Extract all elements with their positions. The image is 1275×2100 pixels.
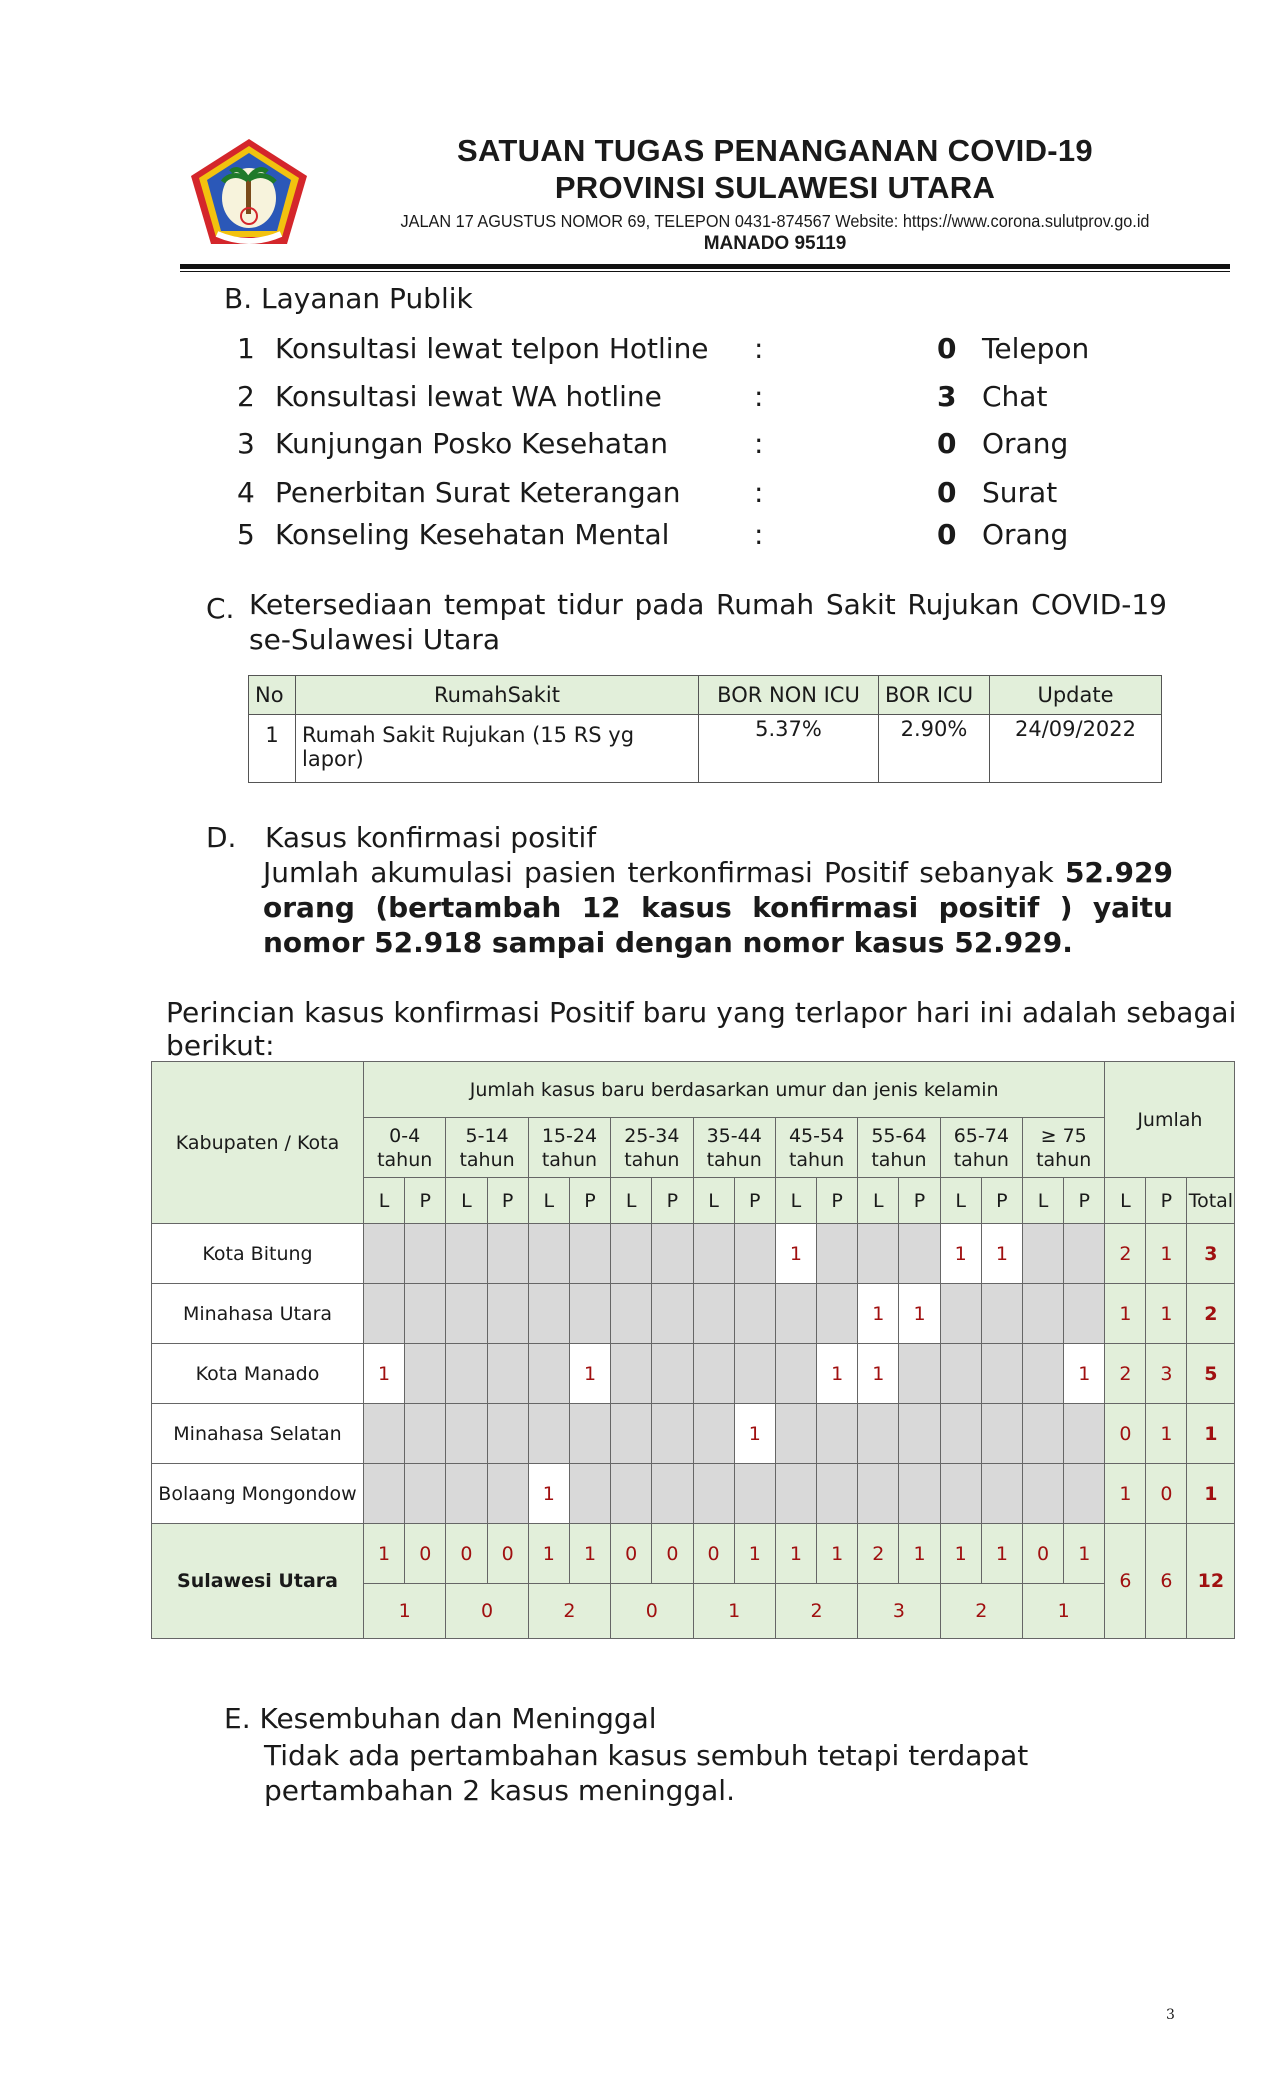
summary-age-total: 1 xyxy=(1023,1584,1105,1639)
letterhead-title: SATUAN TUGAS PENANGANAN COVID-19 xyxy=(457,133,1093,168)
age-unit-label: tahun xyxy=(706,1148,762,1171)
case-cell xyxy=(611,1464,652,1524)
case-cell xyxy=(611,1344,652,1404)
case-cell xyxy=(981,1404,1022,1464)
summary-cell: 1 xyxy=(899,1524,940,1584)
service-no: 1 xyxy=(237,332,255,365)
bed-header-bor-icu: BOR ICU xyxy=(879,676,990,715)
age-unit-label: tahun xyxy=(377,1148,433,1171)
service-row xyxy=(237,380,1137,420)
case-cell xyxy=(364,1284,405,1344)
case-cell xyxy=(569,1284,610,1344)
case-cell xyxy=(487,1404,528,1464)
service-label: Konsultasi lewat WA hotline xyxy=(275,380,662,413)
case-cell: 1 xyxy=(899,1284,940,1344)
bed-cell-update: 24/09/2022 xyxy=(990,715,1162,783)
age-range-header xyxy=(611,1118,693,1178)
bed-header-no: No xyxy=(249,676,296,715)
service-value: 3 xyxy=(937,380,957,413)
summary-age-total: 1 xyxy=(364,1584,446,1639)
case-cell xyxy=(446,1224,487,1284)
age-range-label: ≥ 75 xyxy=(1040,1124,1087,1147)
age-range-label: 55-64 xyxy=(871,1124,927,1147)
case-cell xyxy=(652,1464,693,1524)
row-total-male: 1 xyxy=(1105,1284,1146,1344)
case-cell xyxy=(405,1344,446,1404)
case-cell: 1 xyxy=(858,1344,899,1404)
case-cell xyxy=(487,1224,528,1284)
age-range-label: 15-24 xyxy=(541,1124,598,1147)
summary-age-total: 3 xyxy=(858,1584,940,1639)
case-cell xyxy=(981,1284,1022,1344)
total-female-header: P xyxy=(1146,1178,1187,1224)
service-colon: : xyxy=(754,518,764,551)
case-cell xyxy=(940,1344,981,1404)
female-header: P xyxy=(405,1178,446,1224)
case-cell: 1 xyxy=(817,1344,858,1404)
case-cell xyxy=(1023,1224,1064,1284)
case-cell xyxy=(652,1224,693,1284)
age-group-header: Jumlah kasus baru berdasarkan umur dan jenis kelamin xyxy=(364,1062,1105,1118)
age-unit-label: tahun xyxy=(541,1148,598,1171)
case-cell xyxy=(734,1464,775,1524)
service-label: Konsultasi lewat telpon Hotline xyxy=(275,332,709,365)
service-row xyxy=(237,518,1137,558)
case-cell xyxy=(528,1344,569,1404)
service-label: Kunjungan Posko Kesehatan xyxy=(275,427,668,460)
case-cell xyxy=(1023,1344,1064,1404)
summary-row xyxy=(152,1524,1235,1584)
summary-cell: 1 xyxy=(817,1524,858,1584)
row-grand-total: 1 xyxy=(1187,1404,1235,1464)
letterhead-subtitle: PROVINSI SULAWESI UTARA xyxy=(554,170,996,205)
age-range-label: 35-44 xyxy=(706,1124,762,1147)
case-cell xyxy=(569,1404,610,1464)
case-cell xyxy=(817,1284,858,1344)
summary-age-total: 2 xyxy=(775,1584,857,1639)
region-row xyxy=(152,1404,1235,1464)
section-c-heading: Ketersediaan tempat tidur pada Rumah Sakit Rujukan COVID-19 se-Sulawesi Utara xyxy=(249,588,1167,656)
case-cell xyxy=(1064,1404,1105,1464)
male-header: L xyxy=(528,1178,569,1224)
case-cell xyxy=(364,1404,405,1464)
case-cell: 1 xyxy=(569,1344,610,1404)
case-cell xyxy=(528,1284,569,1344)
section-d-body-plain: Jumlah akumulasi pasien terkonfirmasi Positif sebanyak xyxy=(263,856,1065,889)
section-e-heading: E. Kesembuhan dan Meninggal xyxy=(224,1702,657,1735)
case-cell xyxy=(693,1224,734,1284)
page-number: 3 xyxy=(1166,2007,1175,2023)
case-cell xyxy=(569,1464,610,1524)
male-header: L xyxy=(446,1178,487,1224)
summary-cell: 0 xyxy=(446,1524,487,1584)
service-unit: Chat xyxy=(982,380,1048,413)
case-cell xyxy=(817,1224,858,1284)
row-total-female: 1 xyxy=(1146,1284,1187,1344)
case-cell: 1 xyxy=(858,1284,899,1344)
age-unit-label: tahun xyxy=(788,1148,845,1171)
case-cell xyxy=(858,1224,899,1284)
case-cell xyxy=(858,1464,899,1524)
service-unit: Telepon xyxy=(982,332,1090,365)
male-header: L xyxy=(940,1178,981,1224)
row-total-male: 1 xyxy=(1105,1464,1146,1524)
male-header: L xyxy=(693,1178,734,1224)
summary-age-total: 2 xyxy=(528,1584,610,1639)
service-colon: : xyxy=(754,332,764,365)
case-cell xyxy=(775,1404,816,1464)
bed-cell-bor-non-icu: 5.37% xyxy=(699,715,879,783)
case-cell xyxy=(569,1224,610,1284)
case-cell xyxy=(1023,1404,1064,1464)
section-e-body: Tidak ada pertambahan kasus sembuh tetapi terdapat pertambahan 2 kasus meninggal. xyxy=(264,1739,1029,1807)
row-total-male: 2 xyxy=(1105,1344,1146,1404)
age-range-header xyxy=(693,1118,775,1178)
case-cell xyxy=(487,1344,528,1404)
summary-cell: 0 xyxy=(652,1524,693,1584)
case-cell xyxy=(446,1404,487,1464)
case-cell xyxy=(405,1224,446,1284)
service-unit: Orang xyxy=(982,518,1069,551)
service-no: 2 xyxy=(237,380,255,413)
case-cell xyxy=(775,1284,816,1344)
row-grand-total: 2 xyxy=(1187,1284,1235,1344)
female-header: P xyxy=(487,1178,528,1224)
female-header: P xyxy=(1064,1178,1105,1224)
age-range-header xyxy=(364,1118,446,1178)
letterhead xyxy=(320,132,1230,256)
age-unit-label: tahun xyxy=(1036,1148,1092,1171)
male-header: L xyxy=(775,1178,816,1224)
service-no: 4 xyxy=(237,476,255,509)
summary-cell: 0 xyxy=(405,1524,446,1584)
header-rule xyxy=(180,264,1230,269)
case-cell xyxy=(528,1224,569,1284)
service-value: 0 xyxy=(937,427,957,460)
case-cell xyxy=(775,1464,816,1524)
female-header: P xyxy=(981,1178,1022,1224)
summary-cell: 1 xyxy=(528,1524,569,1584)
case-cell xyxy=(1023,1464,1064,1524)
age-unit-label: tahun xyxy=(624,1148,680,1171)
region-name: Minahasa Selatan xyxy=(152,1404,364,1464)
summary-cell: 1 xyxy=(775,1524,816,1584)
region-row xyxy=(152,1224,1235,1284)
service-row xyxy=(237,476,1137,516)
section-d-body-bold: 52.929 orang (bertambah 12 kasus konfirmasi positif ) yaitu nomor 52.918 sampai dengan nomor kasus 52.929. xyxy=(263,856,1173,959)
case-cell xyxy=(405,1404,446,1464)
service-row xyxy=(237,427,1137,467)
age-range-header xyxy=(775,1118,857,1178)
region-name: Kota Manado xyxy=(152,1344,364,1404)
summary-age-total: 0 xyxy=(611,1584,693,1639)
row-total-male: 0 xyxy=(1105,1404,1146,1464)
case-cell xyxy=(899,1404,940,1464)
case-cell xyxy=(693,1464,734,1524)
case-cell xyxy=(652,1284,693,1344)
case-cell xyxy=(981,1344,1022,1404)
case-cell: 1 xyxy=(1064,1344,1105,1404)
case-cell xyxy=(734,1344,775,1404)
row-grand-total: 3 xyxy=(1187,1224,1235,1284)
summary-total-female: 6 xyxy=(1146,1524,1187,1639)
cases-header-row xyxy=(152,1062,1235,1118)
summary-cell: 1 xyxy=(734,1524,775,1584)
case-cell xyxy=(940,1404,981,1464)
case-cell xyxy=(775,1344,816,1404)
service-row xyxy=(237,332,1137,372)
age-range-header xyxy=(528,1118,610,1178)
case-cell xyxy=(940,1464,981,1524)
region-row xyxy=(152,1284,1235,1344)
case-cell xyxy=(405,1284,446,1344)
case-cell xyxy=(446,1284,487,1344)
age-range-label: 45-54 xyxy=(788,1124,845,1147)
section-d-body xyxy=(263,855,1173,960)
age-range-label: 0-4 xyxy=(389,1124,421,1147)
age-range-label: 65-74 xyxy=(953,1124,1009,1147)
summary-total-male: 6 xyxy=(1105,1524,1146,1639)
bed-availability-table xyxy=(248,675,1162,783)
row-grand-total: 5 xyxy=(1187,1344,1235,1404)
case-cell: 1 xyxy=(940,1224,981,1284)
service-label: Penerbitan Surat Keterangan xyxy=(275,476,681,509)
summary-cell: 1 xyxy=(569,1524,610,1584)
case-cell xyxy=(364,1464,405,1524)
letterhead-city: MANADO 95119 xyxy=(703,233,847,254)
female-header: P xyxy=(734,1178,775,1224)
service-label: Konseling Kesehatan Mental xyxy=(275,518,670,551)
summary-age-total: 1 xyxy=(693,1584,775,1639)
case-cell xyxy=(611,1284,652,1344)
grand-total-header: Total xyxy=(1187,1178,1235,1224)
case-breakdown-intro: Perincian kasus konfirmasi Positif baru yang terlapor hari ini adalah sebagai berikut: xyxy=(166,996,1237,1062)
summary-cell: 1 xyxy=(1064,1524,1105,1584)
case-cell xyxy=(981,1464,1022,1524)
case-cell xyxy=(446,1464,487,1524)
section-c-letter: C. xyxy=(206,592,235,625)
case-cell xyxy=(1064,1284,1105,1344)
age-range-header xyxy=(940,1118,1022,1178)
case-cell: 1 xyxy=(981,1224,1022,1284)
female-header: P xyxy=(817,1178,858,1224)
bed-cell-no: 1 xyxy=(249,715,296,783)
case-cell xyxy=(899,1464,940,1524)
service-unit: Orang xyxy=(982,427,1069,460)
case-cell: 1 xyxy=(364,1344,405,1404)
case-cell xyxy=(899,1224,940,1284)
region-row xyxy=(152,1344,1235,1404)
female-header: P xyxy=(899,1178,940,1224)
service-colon: : xyxy=(754,380,764,413)
row-total-female: 1 xyxy=(1146,1224,1187,1284)
age-range-header xyxy=(446,1118,528,1178)
male-header: L xyxy=(858,1178,899,1224)
summary-cell: 0 xyxy=(693,1524,734,1584)
row-grand-total: 1 xyxy=(1187,1464,1235,1524)
age-unit-label: tahun xyxy=(953,1148,1009,1171)
region-name: Kota Bitung xyxy=(152,1224,364,1284)
age-range-header xyxy=(858,1118,940,1178)
case-cell xyxy=(734,1224,775,1284)
case-cell xyxy=(487,1464,528,1524)
case-cell xyxy=(1023,1284,1064,1344)
service-value: 0 xyxy=(937,518,957,551)
female-header: P xyxy=(652,1178,693,1224)
case-cell: 1 xyxy=(734,1404,775,1464)
summary-cell: 1 xyxy=(940,1524,981,1584)
male-header: L xyxy=(611,1178,652,1224)
case-cell xyxy=(693,1284,734,1344)
summary-age-total: 2 xyxy=(940,1584,1022,1639)
case-cell xyxy=(1064,1224,1105,1284)
region-name: Minahasa Utara xyxy=(152,1284,364,1344)
bed-header-bor-non-icu: BOR NON ICU xyxy=(699,676,879,715)
case-cell xyxy=(899,1344,940,1404)
summary-grand-total: 12 xyxy=(1187,1524,1235,1639)
case-cell xyxy=(528,1404,569,1464)
case-cell xyxy=(817,1404,858,1464)
age-unit-label: tahun xyxy=(871,1148,927,1171)
bed-header-update: Update xyxy=(990,676,1162,715)
row-total-female: 1 xyxy=(1146,1404,1187,1464)
bed-cell-bor-icu: 2.90% xyxy=(879,715,990,783)
case-cell xyxy=(405,1464,446,1524)
summary-cell: 0 xyxy=(487,1524,528,1584)
region-name: Bolaang Mongondow xyxy=(152,1464,364,1524)
male-header: L xyxy=(364,1178,405,1224)
case-cell xyxy=(1064,1464,1105,1524)
male-header: L xyxy=(1023,1178,1064,1224)
section-b-heading: B. Layanan Publik xyxy=(224,282,473,315)
case-cell xyxy=(817,1464,858,1524)
bed-cell-hospital: Rumah Sakit Rujukan (15 RS yg lapor) xyxy=(296,715,699,783)
case-cell xyxy=(611,1224,652,1284)
letterhead-address: JALAN 17 AGUSTUS NOMOR 69, TELEPON 0431-874567 Website: https://www.corona.sulutprov.go.id xyxy=(400,211,1150,231)
section-d-letter: D. xyxy=(206,821,237,854)
summary-age-total: 0 xyxy=(446,1584,528,1639)
new-cases-table xyxy=(151,1061,1235,1639)
age-range-header xyxy=(1023,1118,1105,1178)
case-cell xyxy=(652,1404,693,1464)
age-range-label: 5-14 xyxy=(465,1124,509,1147)
service-colon: : xyxy=(754,427,764,460)
region-row xyxy=(152,1464,1235,1524)
summary-cell: 0 xyxy=(611,1524,652,1584)
case-cell: 1 xyxy=(528,1464,569,1524)
summary-cell: 2 xyxy=(858,1524,899,1584)
case-cell xyxy=(734,1284,775,1344)
case-cell xyxy=(940,1284,981,1344)
age-range-label: 25-34 xyxy=(624,1124,680,1147)
section-d-heading: Kasus konfirmasi positif xyxy=(265,821,597,854)
age-unit-label: tahun xyxy=(459,1148,515,1171)
case-cell xyxy=(364,1224,405,1284)
case-cell xyxy=(652,1344,693,1404)
summary-name: Sulawesi Utara xyxy=(152,1524,364,1639)
service-value: 0 xyxy=(937,476,957,509)
region-header: Kabupaten / Kota xyxy=(152,1062,364,1224)
case-cell xyxy=(693,1344,734,1404)
service-unit: Surat xyxy=(982,476,1058,509)
row-total-male: 2 xyxy=(1105,1224,1146,1284)
row-total-female: 0 xyxy=(1146,1464,1187,1524)
case-cell xyxy=(446,1344,487,1404)
female-header: P xyxy=(569,1178,610,1224)
service-colon: : xyxy=(754,476,764,509)
summary-cell: 0 xyxy=(1023,1524,1064,1584)
case-cell: 1 xyxy=(775,1224,816,1284)
row-total-female: 3 xyxy=(1146,1344,1187,1404)
summary-cell: 1 xyxy=(981,1524,1022,1584)
case-cell xyxy=(693,1404,734,1464)
case-cell xyxy=(611,1404,652,1464)
service-no: 3 xyxy=(237,427,255,460)
summary-cell: 1 xyxy=(364,1524,405,1584)
total-male-header: L xyxy=(1105,1178,1146,1224)
header-rule-thin xyxy=(180,271,1230,272)
bed-header-hospital: RumahSakit xyxy=(296,676,699,715)
case-cell xyxy=(487,1284,528,1344)
province-logo xyxy=(187,136,311,248)
service-no: 5 xyxy=(237,518,255,551)
service-value: 0 xyxy=(937,332,957,365)
total-header: Jumlah xyxy=(1105,1062,1235,1178)
case-cell xyxy=(858,1404,899,1464)
